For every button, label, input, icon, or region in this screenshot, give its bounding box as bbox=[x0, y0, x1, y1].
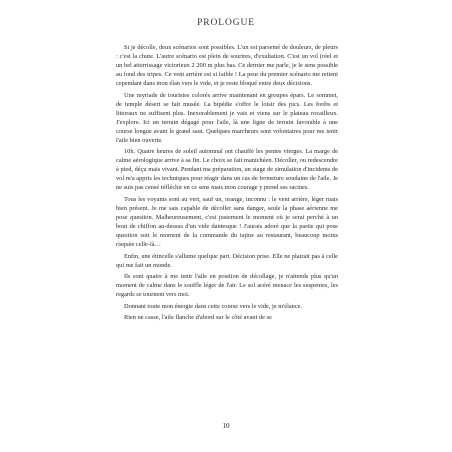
page-number: 10 bbox=[222, 422, 230, 430]
paragraph: Tous les voyants sont au vert, sauf un, orange, inconnu : le vent arrière, léger mais bien présent. Je me sais capable de décoller sans danger, seule la phase aérienne me pose question. Malheureusement, c'est justement le moment où je serai perché à un bout de chiffon au-dessus d'un vide dantesque ! J'aurais adoré que la partie qui pose question soit le moment de la commande du tajine au restaurant, beaucoup moins risquée celle-là… bbox=[116, 195, 338, 249]
running-head: PROLOGUE bbox=[197, 18, 255, 28]
paragraph: Ils sont quatre à me tenir l'aile en position de décollage, je n'attends plus qu'un moment de calme dans le souffle léger de l'air. Le sol acéré menace les suspentes, les regards se tournent vers moi. bbox=[116, 273, 338, 299]
paragraph: 10h. Quatre heures de soleil automnal ont chauffé les pentes vierges. La marge de calme aérologique arrive à sa fin. Le choix se fait manichéen. Décoller, ou redescendre à pied, déçu mais vivant. Pendant ma préparation, un stage de simulation d'incidents de vol m'a appris les techniques pour réagir dans un cas de fermeture soudaine de l'aile. Je ne suis pas censé réfléchir en ce sens mais mon courage y prend ses racines. bbox=[116, 148, 338, 192]
paragraph: Enfin, une étincelle s'allume quelque part. Décision prise. Elle ne plairait pas à celle qui me fait un monde. bbox=[116, 252, 338, 269]
body-text bbox=[116, 43, 338, 324]
paragraph: Donnant toute mon énergie dans cette course vers le vide, je m'élance. bbox=[124, 302, 303, 310]
paragraph: Une myriade de touristes colorés arrive maintenant en groupes épars. Le sommet, de temple désert se fait musée. La bipédie s'offre le loisir des pics. Les forêts et littoraux ne suffisent plus. Inexorablement je vais et viens sur le plateau rocailleux. J'explore. Ici un terrain dégagé pour l'aile, là une ligne de terrain favorable à une course longue avant le grand saut. Quelques marcheurs sont volontaires pour me tenir l'aile bien ouverte. bbox=[116, 91, 338, 144]
paragraph: Si je décolle, deux scénarios sont possibles. L'un est parsemé de douleurs, de pleurs : c'est la chute. L'autre scénario est plein de sourires, d'exultation. C'est un vol (réel et un bel atterrissage victorieux 2 200 m plus bas. Ce dernier me parle, je le sens possible au fond des tripes. Ce vent arrière est si faible ! La peur du premier scénario me retient cependant dans mon élan vers le vide, et je reste bloqué entre deux décisions. bbox=[116, 44, 338, 88]
paragraph: Rien ne casse, l'aile flanche d'abord sur le côté avant de se bbox=[124, 314, 272, 322]
